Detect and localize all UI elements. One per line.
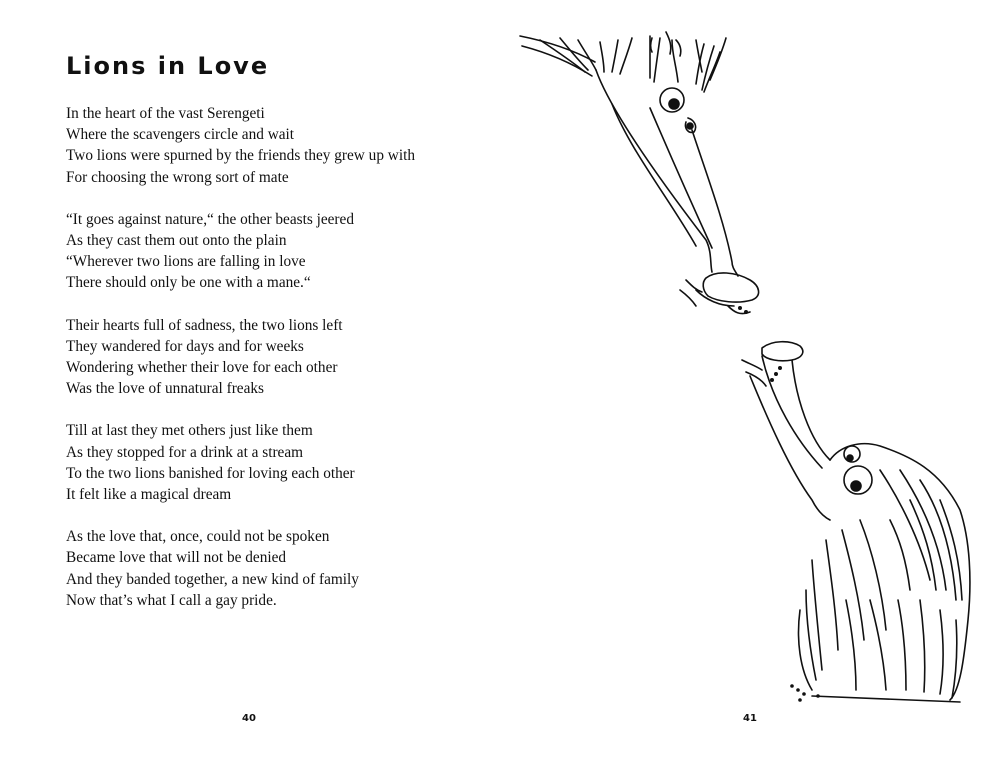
poem-line: “It goes against nature,“ the other beasts jeered xyxy=(66,210,354,228)
poem-line: Where the scavengers circle and wait xyxy=(66,126,295,144)
stanza xyxy=(66,526,486,611)
poem-line: Their hearts full of sadness, the two lions left xyxy=(66,316,343,334)
right-page xyxy=(500,0,1000,768)
poem-line: Now that’s what I call a gay pride. xyxy=(66,591,277,609)
poem-line: It felt like a magical dream xyxy=(66,486,232,504)
poem-line: Two lions were spurned by the friends they grew up with xyxy=(66,147,415,165)
stanza xyxy=(66,315,486,400)
poem-line: As they cast them out onto the plain xyxy=(66,232,287,250)
poem-line: Was the love of unnatural freaks xyxy=(66,380,264,398)
poem-line: In the heart of the vast Serengeti xyxy=(66,105,265,122)
poem-line: Wondering whether their love for each other xyxy=(66,359,338,377)
poem-line: “Wherever two lions are falling in love xyxy=(66,253,306,271)
poem-line: Till at last they met others just like them xyxy=(66,422,313,440)
two-lions-illustration xyxy=(500,0,1000,768)
stanza xyxy=(66,420,486,505)
stanza xyxy=(66,209,486,294)
poem-line: Became love that will not be denied xyxy=(66,549,287,567)
poem-body xyxy=(66,103,486,632)
page-number-right: 41 xyxy=(743,713,757,724)
stanza xyxy=(66,103,486,188)
poem-line: There should only be one with a mane.“ xyxy=(66,274,311,292)
poem-line: They wandered for days and for weeks xyxy=(66,337,304,355)
poem-line: For choosing the wrong sort of mate xyxy=(66,168,289,186)
upper-lion-drawing xyxy=(520,32,759,314)
poem-line: As they stopped for a drink at a stream xyxy=(66,443,304,461)
poem-line: And they banded together, a new kind of family xyxy=(66,570,359,588)
poem-line: To the two lions banished for loving each other xyxy=(66,464,355,482)
lower-lion-drawing xyxy=(742,342,970,702)
poem-line: As the love that, once, could not be spoken xyxy=(66,528,330,546)
poem-title: Lions in Love xyxy=(66,52,270,80)
page-number-left: 40 xyxy=(242,713,256,724)
